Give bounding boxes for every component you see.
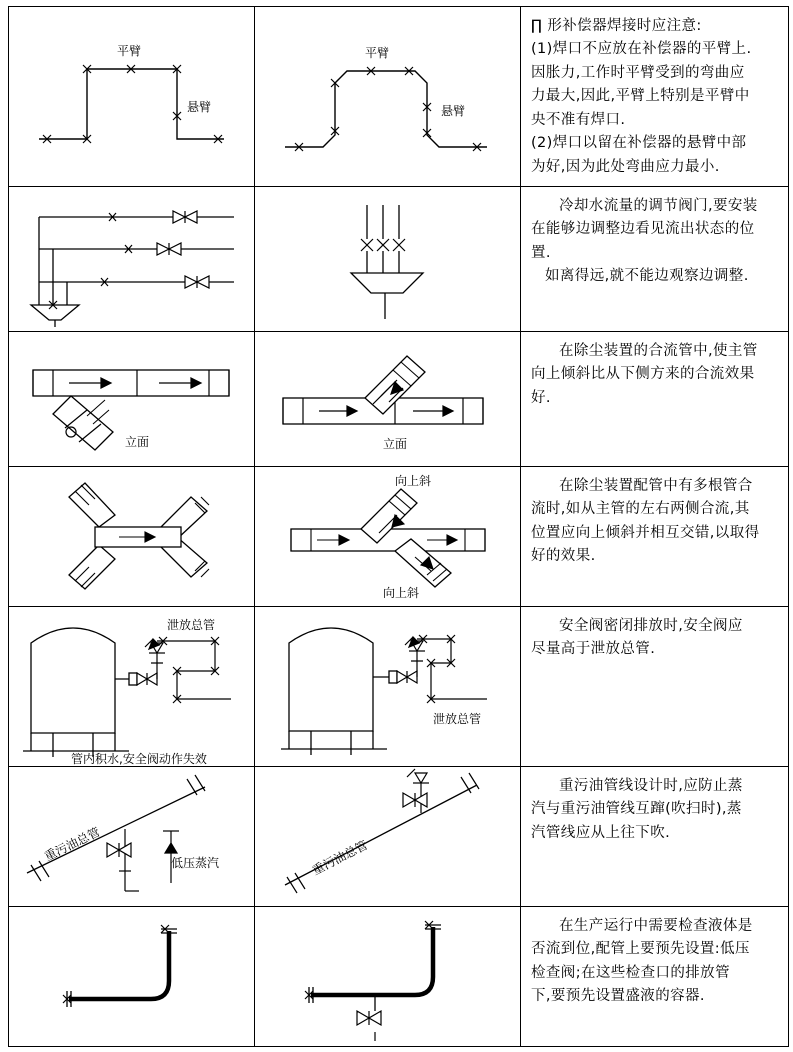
note-row5 (521, 607, 788, 668)
note-line: 汽与重污油管线互蹿(吹扫时),蒸 (531, 801, 742, 818)
label-xiangshangxie-top: 向上斜 (395, 474, 432, 488)
cell-row6-middle (255, 767, 521, 907)
cell-row2-middle (255, 187, 521, 332)
cell-row4-left (9, 467, 255, 607)
label-pingbi: 平臂 (117, 44, 142, 58)
multi-branch-staggered-merge-svg (255, 467, 518, 605)
cell-row3-note (521, 332, 789, 467)
dust-collector-branch-upward-svg (255, 332, 518, 465)
cell-row7-note (521, 907, 789, 1047)
note-row7 (521, 907, 788, 1015)
note-line: 否流到位,配管上要预先设置:低压 (531, 941, 750, 958)
cell-row1-middle (255, 7, 521, 187)
note-line: 在生产运行中需要检查液体是 (559, 918, 753, 934)
cell-row5-left (9, 607, 255, 767)
note-line: 安全阀密闭排放时,安全阀应 (559, 618, 743, 634)
note-row4 (521, 467, 788, 575)
cell-row2-left (9, 187, 255, 332)
note-line: 位置应向上倾斜并相互交错,以取得 (531, 524, 760, 541)
note-line: 置. (531, 244, 551, 261)
note-line: 冷却水流量的调节阀门,要安装 (559, 198, 758, 214)
note-line: 如离得远,就不能边观察边调整. (545, 268, 749, 285)
cell-row5-note (521, 607, 789, 767)
note-line: 在能够边调整边看见流出状态的位 (531, 221, 755, 238)
note-line: 下,要预先设置盛液的容器. (531, 988, 705, 1005)
cell-row1-note (521, 7, 789, 187)
note-line: 力最大,因此,平臂上特别是平臂中 (531, 88, 750, 105)
note-line: 在除尘装置的合流管中,使主管 (559, 343, 758, 359)
table-row (9, 7, 789, 187)
cell-row7-middle (255, 907, 521, 1047)
heavy-oil-line-steam-branch-down-svg (255, 767, 518, 905)
cell-row6-left (9, 767, 255, 907)
note-row2 (521, 187, 788, 295)
note-line: 为好,因为此处弯曲应力最小. (531, 158, 720, 175)
note-line: (1)焊口不应放在补偿器的平臂上. (531, 41, 752, 58)
note-line: ∏ 形补偿器焊接时应注意: (531, 18, 702, 34)
note-line: (2)焊口以留在补偿器的悬臂中部 (531, 135, 747, 152)
elbow-piping-without-check-point-svg (9, 907, 252, 1045)
dust-collector-branch-downward-svg (9, 332, 252, 465)
cell-row3-middle (255, 332, 521, 467)
cell-row4-middle (255, 467, 521, 607)
multi-branch-cross-merge-svg (9, 467, 252, 605)
elbow-piping-with-low-check-valve-svg (255, 907, 518, 1045)
table-row (9, 332, 789, 467)
note-line: 汽管线应从上往下吹. (531, 824, 671, 841)
table-row (9, 767, 789, 907)
label-limian: 立面 (383, 437, 408, 451)
cell-row2-note (521, 187, 789, 332)
note-line: 尽量高于泄放总管. (531, 641, 656, 658)
safety-valve-low-header-wrong-svg (9, 607, 252, 765)
label-pingbi: 平臂 (365, 46, 390, 60)
label-xiefang-zongguan: 泄放总管 (433, 712, 482, 726)
heavy-oil-line-steam-branch-up-svg (9, 767, 252, 905)
label-xuanbi: 悬臂 (187, 100, 212, 114)
table-row (9, 467, 789, 607)
note-line: 因胀力,工作时平臂受到的弯曲应 (531, 64, 745, 81)
table-row (9, 187, 789, 332)
note-line: 检查阀;在这些检查口的排放管 (531, 964, 730, 981)
cell-row3-left (9, 332, 255, 467)
label-xuanbi: 悬臂 (441, 104, 466, 118)
label-low-pressure-steam: 低压蒸汽 (171, 856, 220, 870)
table-row (9, 907, 789, 1047)
note-row3 (521, 332, 788, 416)
note-line: 央不准有焊口. (531, 111, 626, 128)
note-line: 好的效果. (531, 548, 596, 565)
cell-row1-left (9, 7, 255, 187)
cell-row6-note (521, 767, 789, 907)
cooling-water-valve-layout-front-svg (255, 187, 518, 330)
note-row1 (521, 7, 788, 185)
label-xiefang-zongguan: 泄放总管 (167, 618, 216, 632)
label-limian: 立面 (125, 435, 150, 449)
note-line: 向上倾斜比从下侧方来的合流效果 (531, 366, 755, 383)
cell-row7-left (9, 907, 255, 1047)
safety-valve-high-header-correct-svg (255, 607, 518, 765)
note-line: 重污油管线设计时,应防止蒸 (559, 778, 743, 794)
note-line: 流时,如从主管的左右两侧合流,其 (531, 501, 750, 518)
cooling-water-valve-layout-side-svg (9, 187, 252, 330)
label-heavy-oil-main: 重污油总管 (42, 824, 103, 864)
expansion-loop-plan-2-svg (255, 7, 518, 185)
label-xiangshangxie-bottom: 向上斜 (383, 586, 420, 600)
table-row (9, 607, 789, 767)
cell-row4-note (521, 467, 789, 607)
note-line: 在除尘装置配管中有多根管合 (559, 478, 753, 494)
note-line: 好. (531, 389, 551, 406)
label-water-accumulate: 管内积水,安全阀动作失效 (71, 752, 207, 765)
label-heavy-oil-main: 重污油总管 (310, 837, 370, 878)
figure-grid (8, 6, 789, 1047)
expansion-loop-plan-1-svg (9, 7, 252, 185)
cell-row5-middle (255, 607, 521, 767)
note-row6 (521, 767, 788, 851)
